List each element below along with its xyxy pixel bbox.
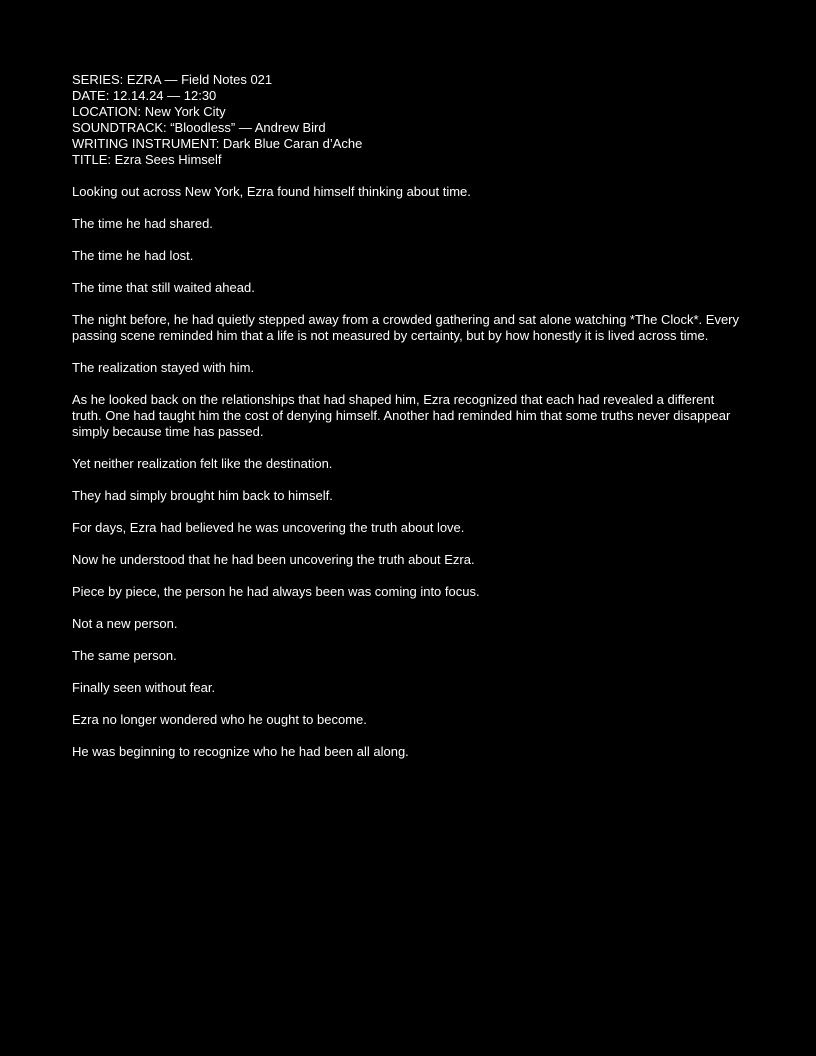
paragraph: The realization stayed with him. [72, 360, 255, 375]
body-text [72, 184, 744, 760]
field-notes-header [72, 72, 744, 168]
paragraph: They had simply brought him back to himself. [72, 488, 333, 503]
paragraph: Not a new person. [72, 616, 178, 631]
location-line: LOCATION: New York City [72, 104, 226, 119]
paragraph: Now he understood that he had been uncovering the truth about Ezra. [72, 552, 475, 567]
paragraph: For days, Ezra had believed he was uncovering the truth about love. [72, 520, 465, 535]
paragraph: The time that still waited ahead. [72, 280, 255, 295]
paragraph: The time he had lost. [72, 248, 194, 263]
paragraph: As he looked back on the relationships that had shaped him, Ezra recognized that each had revealed a different truth. One had taught him the cost of denying himself. Another had reminded him that some truths never disappear simply because time has passed. [72, 392, 731, 439]
paragraph: Looking out across New York, Ezra found himself thinking about time. [72, 184, 471, 199]
title-line: TITLE: Ezra Sees Himself [72, 152, 222, 167]
date-line: DATE: 12.14.24 — 12:30 [72, 88, 217, 103]
writing-instrument-line: WRITING INSTRUMENT: Dark Blue Caran d’Ache [72, 136, 363, 151]
document-page [72, 72, 744, 776]
paragraph: The time he had shared. [72, 216, 213, 231]
paragraph: The same person. [72, 648, 177, 663]
paragraph: Piece by piece, the person he had always been was coming into focus. [72, 584, 480, 599]
paragraph: Finally seen without fear. [72, 680, 216, 695]
paragraph: Yet neither realization felt like the destination. [72, 456, 333, 471]
series-line: SERIES: EZRA — Field Notes 021 [72, 72, 273, 87]
paragraph: He was beginning to recognize who he had been all along. [72, 744, 409, 759]
paragraph: The night before, he had quietly stepped away from a crowded gathering and sat alone watching *The Clock*. Every passing scene reminded him that a life is not measured by certainty, but by how honestly it is lived across time. [72, 312, 740, 343]
paragraph: Ezra no longer wondered who he ought to become. [72, 712, 367, 727]
soundtrack-line: SOUNDTRACK: “Bloodless” — Andrew Bird [72, 120, 326, 135]
